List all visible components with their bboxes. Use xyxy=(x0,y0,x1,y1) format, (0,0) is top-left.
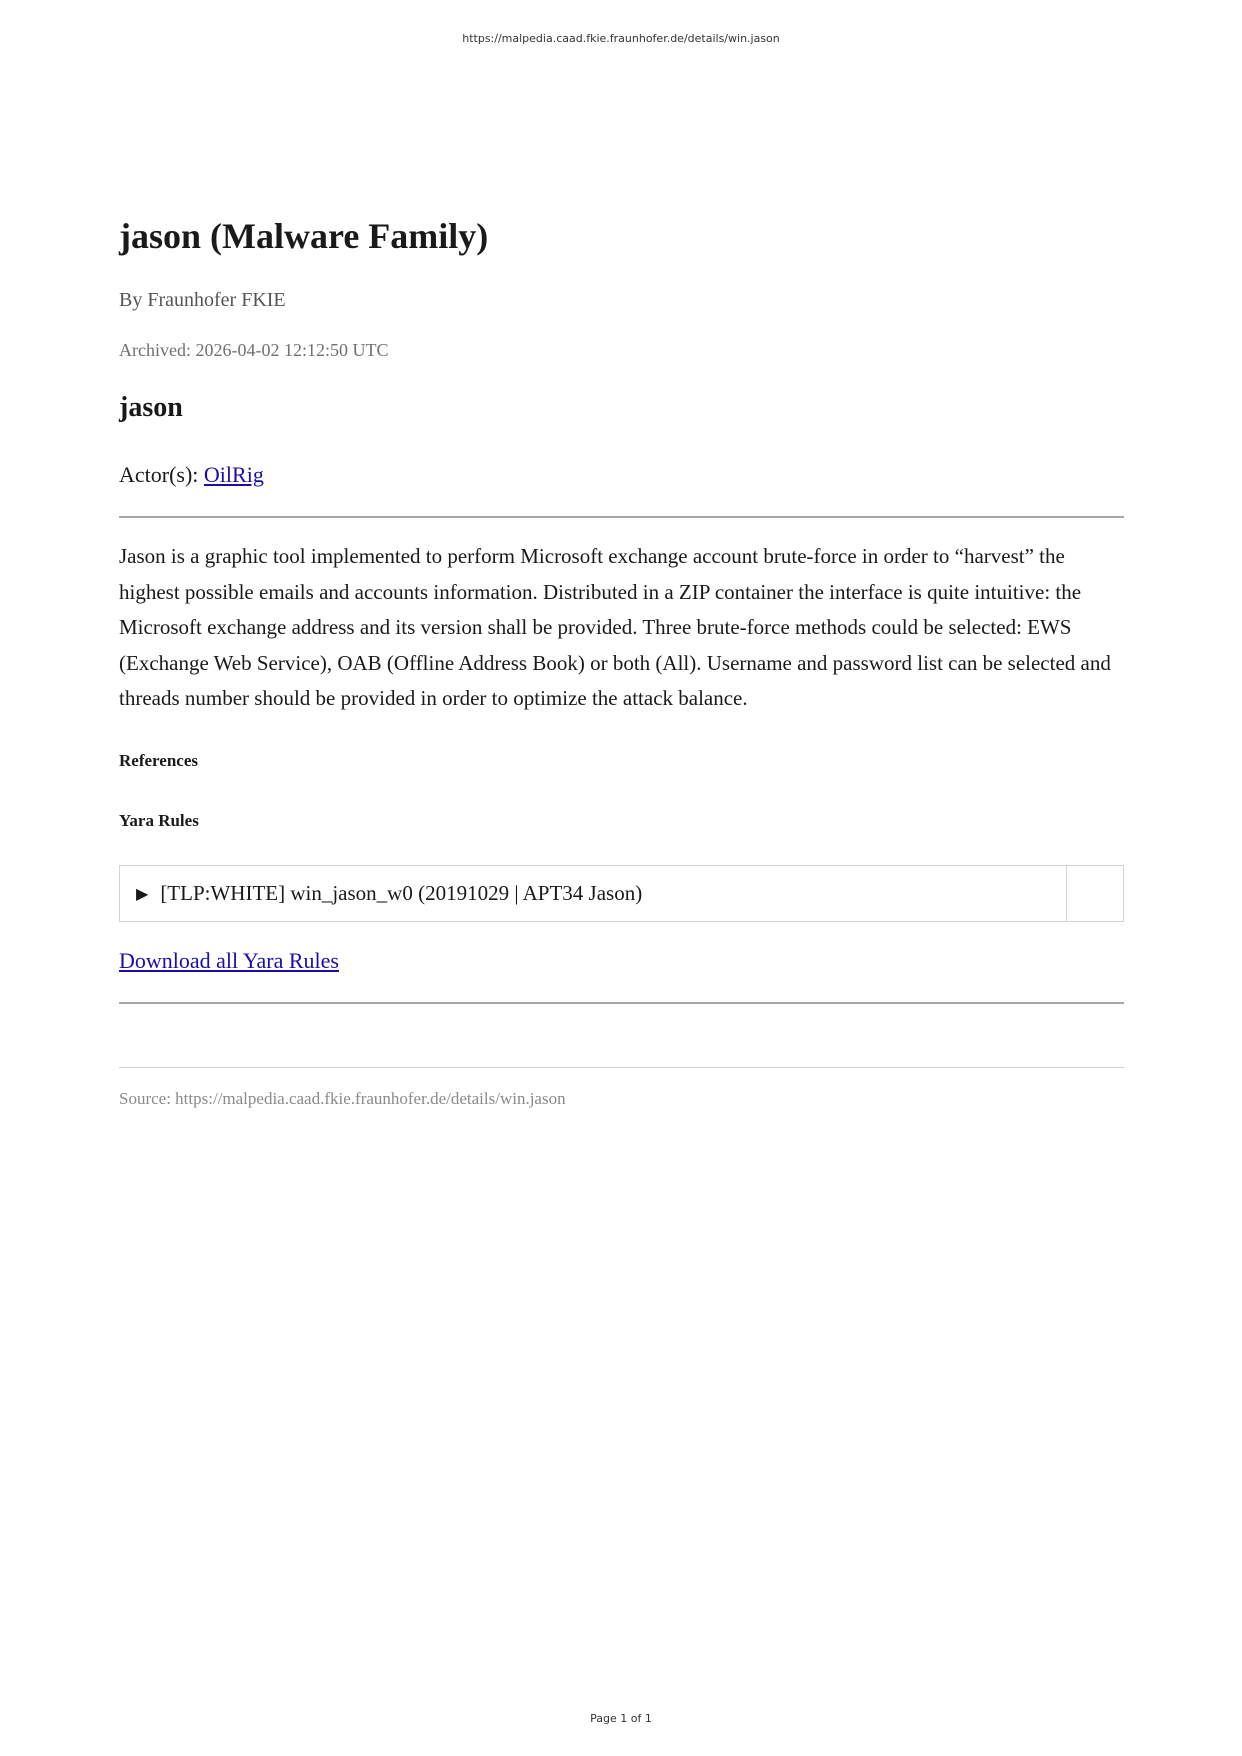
article-content xyxy=(119,212,1124,1108)
yara-rules-heading: Yara Rules xyxy=(119,811,199,830)
family-name-heading: jason xyxy=(119,392,183,423)
source-url: Source: https://malpedia.caad.fkie.fraunhofer.de/details/win.jason xyxy=(119,1089,566,1108)
byline: By Fraunhofer FKIE xyxy=(119,289,286,311)
yara-rule-row[interactable] xyxy=(120,866,1067,921)
yara-rules-table xyxy=(119,865,1124,922)
footer-divider xyxy=(119,1067,1124,1068)
archived-timestamp: Archived: 2026-04-02 12:12:50 UTC xyxy=(119,340,389,360)
actors-line xyxy=(119,462,264,488)
print-header-url: https://malpedia.caad.fkie.fraunhofer.de/details/win.jason xyxy=(462,32,780,45)
actor-link-oilrig[interactable]: OilRig xyxy=(203,462,264,487)
yara-rule-side-cell xyxy=(1067,866,1123,921)
description-text: Jason is a graphic tool implemented to perform Microsoft exchange account brute-force in order to “harvest” the highest possible emails and accounts information. Distributed in a ZIP container the interface is quite intuitive: the Microsoft exchange address and its version shall be provided. Three brute-force methods could be selected: EWS (Exchange Web Service), OAB (Offline Address Book) or both (All). Username and password list can be selected and threads number should be provided in order to optimize the attack balance. xyxy=(119,544,1111,710)
references-heading: References xyxy=(119,751,198,770)
divider xyxy=(119,1002,1124,1004)
actors-label: Actor(s): xyxy=(119,462,204,487)
divider xyxy=(119,516,1124,518)
download-yara-rules-link[interactable]: Download all Yara Rules xyxy=(119,948,339,973)
page-title: jason (Malware Family) xyxy=(119,216,489,256)
page-number: Page 1 of 1 xyxy=(590,1712,652,1725)
yara-rule-label: [TLP:WHITE] win_jason_w0 (20191029 | APT34 Jason) xyxy=(160,881,643,905)
disclosure-triangle-icon[interactable]: ▶ xyxy=(136,885,149,903)
